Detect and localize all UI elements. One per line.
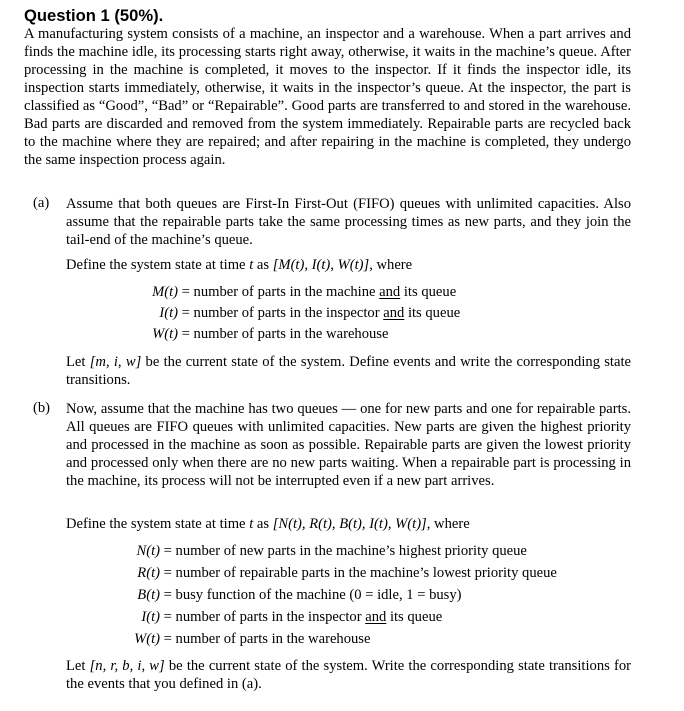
def-lhs: W(t) (134, 631, 160, 647)
part-a-state-vector: [M(t), I(t), W(t)] (272, 257, 370, 273)
def-rhs-underlined: and (379, 284, 401, 300)
def-lhs: B(t) (137, 587, 160, 603)
def-rhs: = number of parts in the warehouse (181, 326, 389, 342)
part-a-task (66, 353, 631, 389)
part-b-state-definition (66, 515, 470, 533)
def-lhs: N(t) (136, 543, 160, 559)
part-b-state-vector: [N(t), R(t), B(t), I(t), W(t)] (272, 516, 427, 532)
def-lhs: R(t) (137, 565, 160, 581)
part-b-task-pre: Let (66, 658, 86, 674)
part-a-task-post: be the current state of the system. Define events and write the corresponding state transitions. (66, 354, 631, 388)
def-rhs: = number of new parts in the machine’s highest priority queue (163, 543, 527, 559)
def-rhs: = number of parts in the inspector (163, 609, 366, 625)
def-rhs-tail: its queue (404, 305, 461, 321)
part-b-task (66, 657, 631, 693)
part-b-state-as: as (256, 516, 270, 532)
part-a-state-where: , where (369, 257, 413, 273)
def-rhs: = number of parts in the inspector (181, 305, 384, 321)
part-b-state-intro: Define the system state at time (66, 516, 246, 532)
part-b-task-post: be the current state of the system. Write the corresponding state transitions for the events that you defined in (a). (66, 658, 631, 692)
def-rhs: = number of repairable parts in the machine’s lowest priority queue (163, 565, 557, 581)
part-b-definition-row (112, 630, 370, 648)
part-a-state-time: t (249, 257, 254, 273)
part-a-task-pre: Let (66, 354, 86, 370)
part-b-definition-row (112, 586, 462, 604)
part-b-state-where: , where (426, 516, 470, 532)
part-b-task-state: [n, r, b, i, w] (89, 658, 165, 674)
part-a-task-state: [m, i, w] (89, 354, 142, 370)
def-lhs: M(t) (152, 284, 178, 300)
part-a-body: Assume that both queues are First-In First-Out (FIFO) queues with unlimited capacities. Also assume that the repairable parts take the same processing times as new parts, and they join the tail-end of the machine’s queue. (66, 196, 631, 248)
part-b-body: Now, assume that the machine has two queues — one for new parts and one for repairable parts. All queues are FIFO queues with unlimited capacities. New parts are given the highest priority and processed in the machine as soon as possible. Repairable parts are given the lowest priority and processed only when there are no new parts waiting. When a repairable part is processing in the machine, its process will not be interrupted even if a new part arrives. (66, 401, 631, 489)
part-b-definition-row (112, 542, 527, 560)
part-b-state-time: t (249, 516, 254, 532)
def-rhs: = busy function of the machine (0 = idle, 1 = busy) (163, 587, 462, 603)
question-title: Question 1 (50%). (24, 6, 164, 25)
part-a-state-as: as (256, 257, 270, 273)
part-a-label: (a) (33, 195, 50, 211)
def-rhs: = number of parts in the machine (181, 284, 380, 300)
part-a-state-definition (66, 256, 412, 274)
def-rhs-underlined: and (365, 609, 387, 625)
question-intro: A manufacturing system consists of a machine, an inspector and a warehouse. When a part arrives and finds the machine idle, its processing starts right away, otherwise, it waits in the machine’s queue. After processing in the machine is completed, it moves to the inspector. If it finds the inspector idle, its inspection starts immediately, otherwise, it waits in the inspector’s queue. At the inspector, the part is classified as “Good”, “Bad” or “Repairable”. Good parts are transferred to and stored in the warehouse. Bad parts are discarded and removed from the system immediately. Repairable parts are recycled back to the machine where they are repaired; and after repairing in the machine is completed, they undergo the same inspection process again. (24, 26, 631, 168)
def-lhs: I(t) (141, 609, 160, 625)
part-b-definition-row (112, 564, 557, 582)
def-rhs: = number of parts in the warehouse (163, 631, 371, 647)
part-a-definition-row (116, 304, 460, 322)
def-rhs-tail: its queue (386, 609, 443, 625)
part-a-definition-row (116, 325, 388, 343)
def-rhs-underlined: and (383, 305, 405, 321)
def-rhs-tail: its queue (400, 284, 457, 300)
part-a-definition-row (116, 283, 456, 301)
part-a-state-intro: Define the system state at time (66, 257, 246, 273)
part-b-label: (b) (33, 400, 51, 416)
def-lhs: I(t) (159, 305, 178, 321)
def-lhs: W(t) (152, 326, 178, 342)
part-b-definition-row (112, 608, 442, 626)
